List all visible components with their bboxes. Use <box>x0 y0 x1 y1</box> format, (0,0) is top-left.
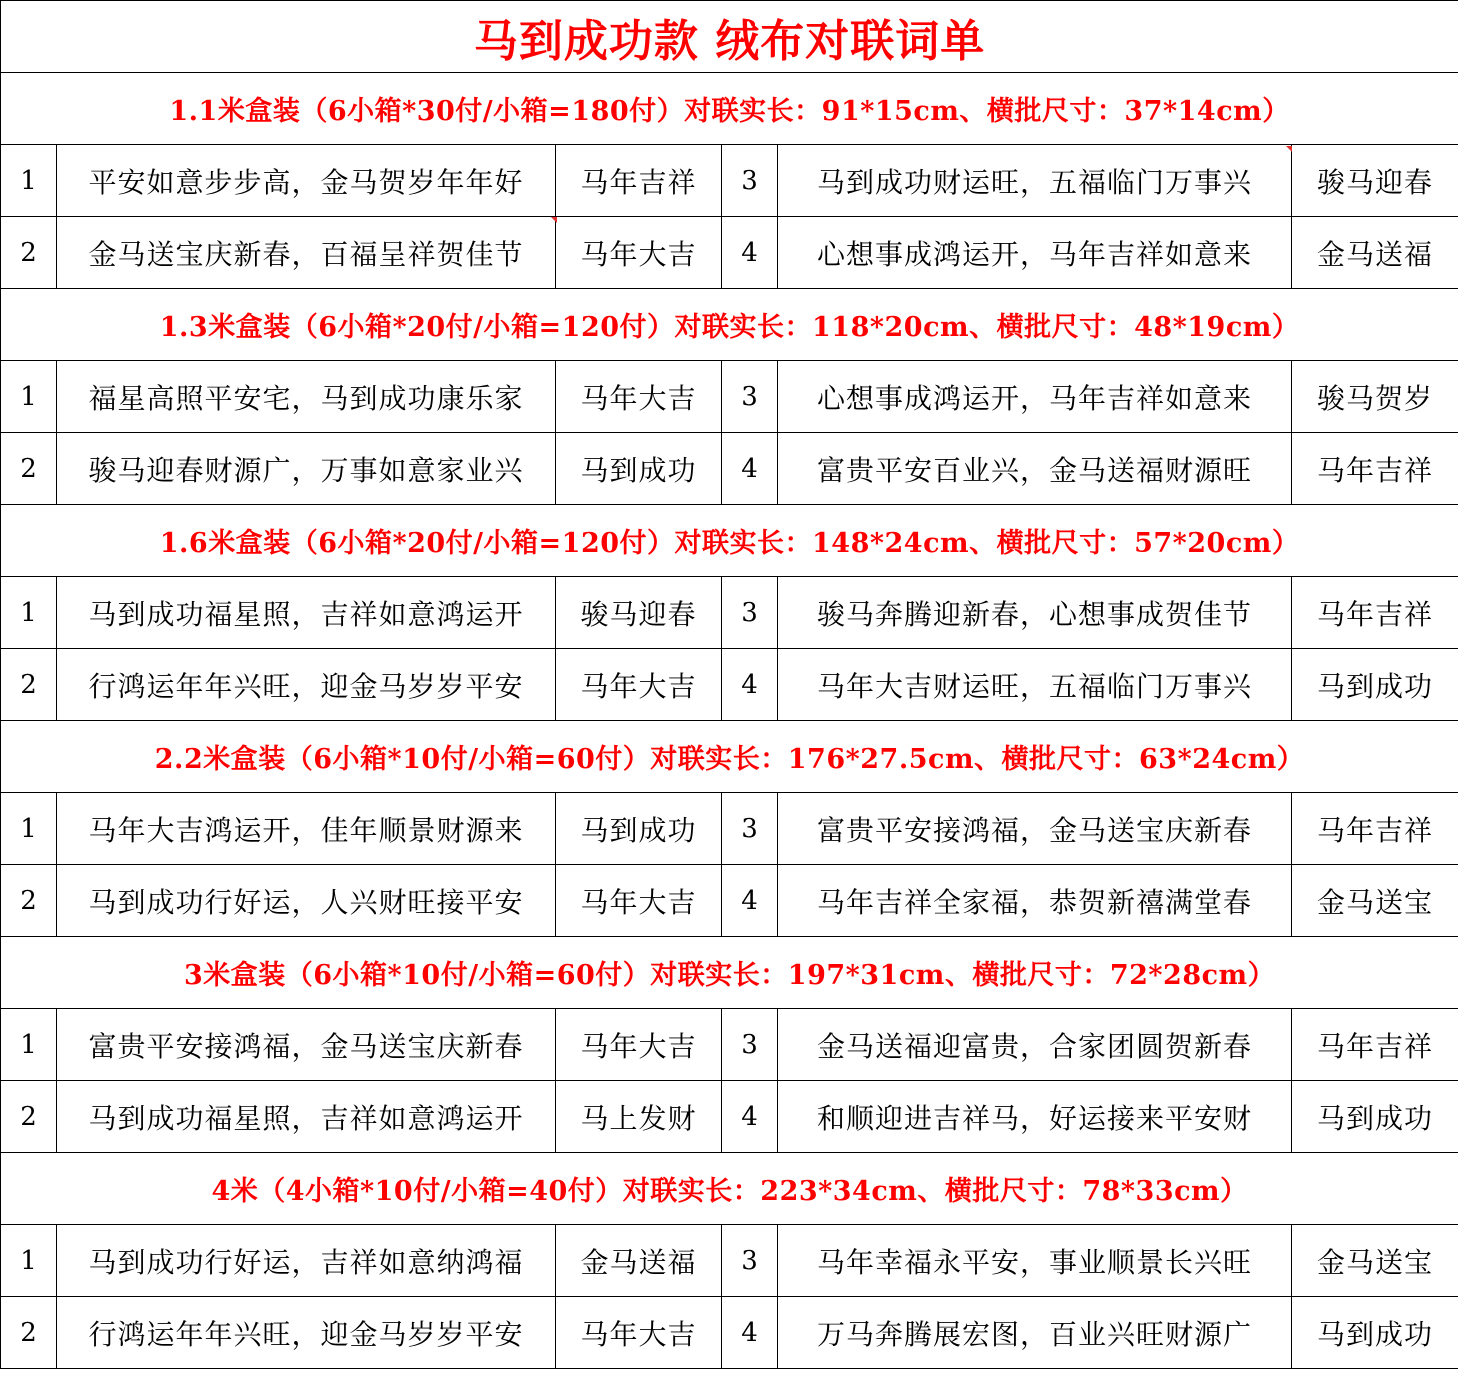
comment-marker-2 <box>1286 146 1292 152</box>
couplet-text-cell <box>778 217 1292 289</box>
couplet-text: 马到成功行好运，吉祥如意纳鸿福 <box>88 1245 524 1279</box>
item-number-cell <box>722 361 778 433</box>
horizontal-scroll-text-cell <box>1292 1009 1458 1081</box>
section-header-row <box>1 73 1458 145</box>
item-number-cell <box>1 217 57 289</box>
couplet-text-cell <box>778 145 1292 217</box>
horizontal-scroll-text: 马到成功 <box>1317 669 1434 703</box>
horizontal-scroll-text-cell <box>1292 793 1458 865</box>
section-header: 1.3米盒装（6小箱*20付/小箱=120付）对联实长：118*20cm、横批尺寸：48*19cm） <box>159 312 1300 343</box>
couplet-text-cell <box>57 649 556 721</box>
couplet-text: 骏马奔腾迎新春，心想事成贺佳节 <box>816 597 1252 631</box>
couplet-text: 福星高照平安宅，马到成功康乐家 <box>88 381 524 415</box>
couplet-text-cell <box>57 793 556 865</box>
couplet-text: 金马送宝庆新春，百福呈祥贺佳节 <box>88 237 524 271</box>
item-number-cell <box>1 145 57 217</box>
item-number-cell <box>722 433 778 505</box>
item-number-cell <box>1 361 57 433</box>
item-number: 2 <box>20 885 37 916</box>
couplet-text-cell <box>57 577 556 649</box>
item-number: 3 <box>741 597 758 628</box>
table-row <box>1 1081 1458 1153</box>
item-number-cell <box>722 577 778 649</box>
couplet-text-cell <box>57 145 556 217</box>
horizontal-scroll-text: 马年吉祥 <box>580 165 697 199</box>
table-row <box>1 577 1458 649</box>
section-header: 1.6米盒装（6小箱*20付/小箱=120付）对联实长：148*24cm、横批尺寸：57*20cm） <box>159 528 1300 559</box>
item-number-cell <box>722 1225 778 1297</box>
couplet-text: 平安如意步步高，金马贺岁年年好 <box>88 165 524 199</box>
horizontal-scroll-text: 马年吉祥 <box>1317 453 1434 487</box>
horizontal-scroll-text-cell <box>1292 649 1458 721</box>
couplet-text: 马年吉祥全家福，恭贺新禧满堂春 <box>816 885 1252 919</box>
table-row <box>1 217 1458 289</box>
section-header-row <box>1 1153 1458 1225</box>
couplet-text-cell <box>57 1225 556 1297</box>
item-number: 4 <box>741 669 758 700</box>
couplet-text: 马年大吉财运旺，五福临门万事兴 <box>816 669 1252 703</box>
section-header-row <box>1 721 1458 793</box>
section-header: 3米盒装（6小箱*10付/小箱=60付）对联实长：197*31cm、横批尺寸：72*28cm） <box>183 960 1276 991</box>
horizontal-scroll-text: 金马送福 <box>1317 237 1434 271</box>
item-number: 4 <box>741 885 758 916</box>
item-number: 4 <box>741 237 758 268</box>
couplet-text: 马到成功行好运，人兴财旺接平安 <box>88 885 524 919</box>
horizontal-scroll-text-cell <box>1292 1081 1458 1153</box>
item-number-cell <box>1 649 57 721</box>
item-number-cell <box>1 1081 57 1153</box>
item-number-cell <box>1 1009 57 1081</box>
horizontal-scroll-text: 马年大吉 <box>580 885 697 919</box>
couplet-text: 富贵平安接鸿福，金马送宝庆新春 <box>88 1029 524 1063</box>
horizontal-scroll-text-cell <box>556 649 722 721</box>
horizontal-scroll-text: 马年大吉 <box>580 669 697 703</box>
couplet-text-cell <box>778 433 1292 505</box>
title-cell <box>1 1 1458 73</box>
horizontal-scroll-text: 金马送福 <box>580 1245 697 1279</box>
item-number: 1 <box>20 165 37 196</box>
couplet-text-cell <box>778 1225 1292 1297</box>
horizontal-scroll-text: 马到成功 <box>580 813 697 847</box>
couplet-text-cell <box>778 577 1292 649</box>
couplet-text-cell <box>778 1081 1292 1153</box>
couplet-text: 马到成功福星照，吉祥如意鸿运开 <box>88 597 524 631</box>
section-header-cell <box>1 721 1458 793</box>
horizontal-scroll-text: 骏马迎春 <box>1317 165 1434 199</box>
couplet-text-cell <box>57 1297 556 1369</box>
couplet-text-cell <box>57 1081 556 1153</box>
horizontal-scroll-text: 骏马迎春 <box>580 597 697 631</box>
item-number-cell <box>722 1297 778 1369</box>
horizontal-scroll-text-cell <box>556 865 722 937</box>
horizontal-scroll-text: 马年大吉 <box>580 237 697 271</box>
item-number: 2 <box>20 669 37 700</box>
horizontal-scroll-text-cell <box>556 1009 722 1081</box>
horizontal-scroll-text: 马年吉祥 <box>1317 813 1434 847</box>
couplet-text: 富贵平安接鸿福，金马送宝庆新春 <box>816 813 1252 847</box>
item-number-cell <box>722 1081 778 1153</box>
item-number-cell <box>722 217 778 289</box>
item-number-cell <box>1 1297 57 1369</box>
item-number: 1 <box>20 381 37 412</box>
item-number: 4 <box>741 1101 758 1132</box>
couplet-text: 金马送福迎富贵，合家团圆贺新春 <box>816 1029 1252 1063</box>
item-number-cell <box>1 577 57 649</box>
page-title: 马到成功款 绒布对联词单 <box>473 15 986 67</box>
item-number-cell <box>722 145 778 217</box>
section-header: 2.2米盒装（6小箱*10付/小箱=60付）对联实长：176*27.5cm、横批尺寸：63*24cm） <box>154 744 1305 775</box>
horizontal-scroll-text-cell <box>1292 217 1458 289</box>
couplet-text: 行鸿运年年兴旺，迎金马岁岁平安 <box>88 669 524 703</box>
horizontal-scroll-text-cell <box>556 577 722 649</box>
item-number: 3 <box>741 1245 758 1276</box>
table-row <box>1 1297 1458 1369</box>
horizontal-scroll-text-cell <box>556 1225 722 1297</box>
couplet-text-cell <box>778 649 1292 721</box>
couplet-text-cell <box>57 1009 556 1081</box>
item-number-cell <box>722 649 778 721</box>
couplet-text: 心想事成鸿运开，马年吉祥如意来 <box>816 381 1252 415</box>
couplet-text-cell <box>57 865 556 937</box>
item-number: 2 <box>20 237 37 268</box>
horizontal-scroll-text: 骏马贺岁 <box>1317 381 1434 415</box>
couplet-text: 马年幸福永平安，事业顺景长兴旺 <box>816 1245 1252 1279</box>
horizontal-scroll-text-cell <box>1292 865 1458 937</box>
table-row <box>1 361 1458 433</box>
item-number: 2 <box>20 1317 37 1348</box>
horizontal-scroll-text: 马年吉祥 <box>1317 597 1434 631</box>
horizontal-scroll-text-cell <box>1292 433 1458 505</box>
couplet-text: 万马奔腾展宏图，百业兴旺财源广 <box>816 1317 1252 1351</box>
horizontal-scroll-text: 马年大吉 <box>580 1317 697 1351</box>
table-row <box>1 1009 1458 1081</box>
item-number-cell <box>722 865 778 937</box>
couplet-text: 心想事成鸿运开，马年吉祥如意来 <box>816 237 1252 271</box>
horizontal-scroll-text: 金马送宝 <box>1317 1245 1434 1279</box>
item-number: 3 <box>741 381 758 412</box>
horizontal-scroll-text-cell <box>1292 1225 1458 1297</box>
item-number-cell <box>1 793 57 865</box>
horizontal-scroll-text-cell <box>556 1081 722 1153</box>
horizontal-scroll-text-cell <box>556 433 722 505</box>
section-header: 1.1米盒装（6小箱*30付/小箱=180付）对联实长：91*15cm、横批尺寸：37*14cm） <box>169 96 1290 127</box>
horizontal-scroll-text: 金马送宝 <box>1317 885 1434 919</box>
couplet-text-cell <box>778 361 1292 433</box>
section-header-cell <box>1 289 1458 361</box>
horizontal-scroll-text: 马年吉祥 <box>1317 1029 1434 1063</box>
item-number: 2 <box>20 453 37 484</box>
item-number-cell <box>1 865 57 937</box>
couplet-text-cell <box>57 217 556 289</box>
item-number: 1 <box>20 1029 37 1060</box>
horizontal-scroll-text: 马年大吉 <box>580 1029 697 1063</box>
item-number-cell <box>722 793 778 865</box>
couplet-text: 马到成功财运旺，五福临门万事兴 <box>816 165 1252 199</box>
horizontal-scroll-text-cell <box>556 361 722 433</box>
horizontal-scroll-text-cell <box>1292 1297 1458 1369</box>
couplet-text-cell <box>778 1009 1292 1081</box>
couplet-text-cell <box>778 1297 1292 1369</box>
section-header-cell <box>1 937 1458 1009</box>
item-number: 2 <box>20 1101 37 1132</box>
item-number: 4 <box>741 453 758 484</box>
horizontal-scroll-text-cell <box>1292 361 1458 433</box>
table-row <box>1 1225 1458 1297</box>
horizontal-scroll-text-cell <box>556 1297 722 1369</box>
item-number: 1 <box>20 813 37 844</box>
horizontal-scroll-text-cell <box>556 145 722 217</box>
couplet-text: 和顺迎进吉祥马，好运接来平安财 <box>816 1101 1252 1135</box>
couplet-text: 行鸿运年年兴旺，迎金马岁岁平安 <box>88 1317 524 1351</box>
horizontal-scroll-text: 马年大吉 <box>580 381 697 415</box>
horizontal-scroll-text-cell <box>1292 145 1458 217</box>
couplet-text-cell <box>778 793 1292 865</box>
item-number-cell <box>1 433 57 505</box>
table-row <box>1 793 1458 865</box>
item-number-cell <box>1 1225 57 1297</box>
horizontal-scroll-text-cell <box>556 217 722 289</box>
couplet-text-cell <box>57 361 556 433</box>
section-header: 4米（4小箱*10付/小箱=40付）对联实长：223*34cm、横批尺寸：78*33cm） <box>211 1176 1248 1207</box>
horizontal-scroll-text: 马上发财 <box>580 1101 697 1135</box>
section-header-cell <box>1 505 1458 577</box>
horizontal-scroll-text: 马到成功 <box>580 453 697 487</box>
item-number: 1 <box>20 1245 37 1276</box>
item-number: 3 <box>741 1029 758 1060</box>
horizontal-scroll-text: 马到成功 <box>1317 1101 1434 1135</box>
section-header-row <box>1 505 1458 577</box>
comment-marker-1 <box>551 217 557 223</box>
title-row <box>1 1 1458 73</box>
item-number: 3 <box>741 165 758 196</box>
horizontal-scroll-text-cell <box>556 793 722 865</box>
couplet-text: 骏马迎春财源广，万事如意家业兴 <box>88 453 524 487</box>
section-header-cell <box>1 1153 1458 1225</box>
horizontal-scroll-text-cell <box>1292 577 1458 649</box>
couplet-text: 马年大吉鸿运开，佳年顺景财源来 <box>88 813 524 847</box>
table-row <box>1 865 1458 937</box>
table-row <box>1 145 1458 217</box>
couplet-text-cell <box>778 865 1292 937</box>
couplet-text: 富贵平安百业兴，金马送福财源旺 <box>816 453 1252 487</box>
section-header-cell <box>1 73 1458 145</box>
table-row <box>1 649 1458 721</box>
section-header-row <box>1 937 1458 1009</box>
item-number: 1 <box>20 597 37 628</box>
item-number: 3 <box>741 813 758 844</box>
couplet-text: 马到成功福星照，吉祥如意鸿运开 <box>88 1101 524 1135</box>
table-row <box>1 433 1458 505</box>
couplet-text-cell <box>57 433 556 505</box>
item-number: 4 <box>741 1317 758 1348</box>
section-header-row <box>1 289 1458 361</box>
item-number-cell <box>722 1009 778 1081</box>
horizontal-scroll-text: 马到成功 <box>1317 1317 1434 1351</box>
